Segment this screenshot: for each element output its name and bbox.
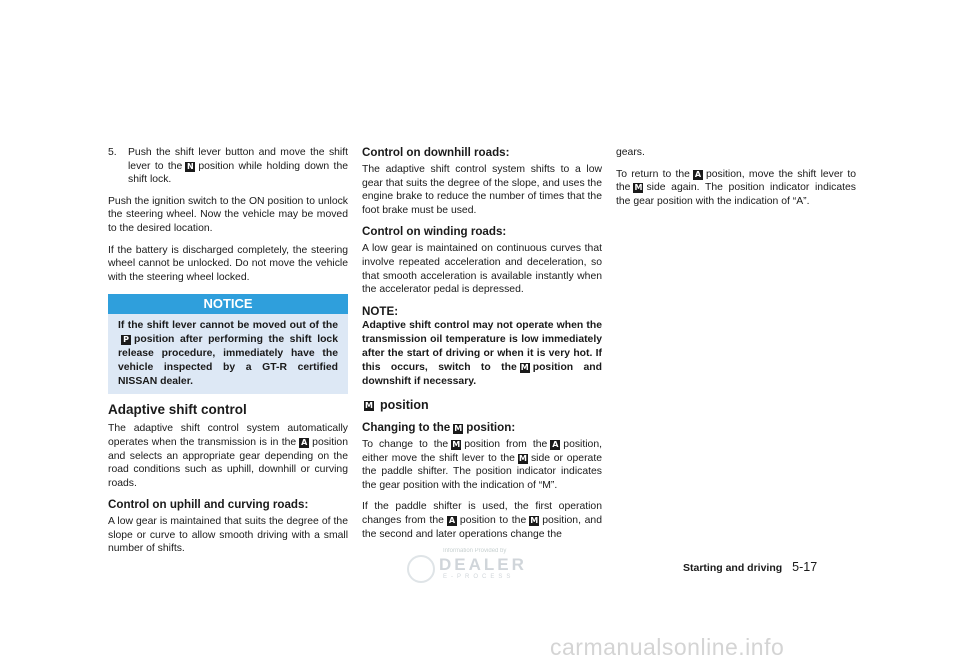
dealer-logo-icon <box>407 555 435 583</box>
step-number: 5. <box>108 147 117 158</box>
gear-key-a: A <box>448 515 456 525</box>
winding-heading: Control on winding roads: <box>362 225 507 239</box>
paddle-text: If the paddle shifter is used, the first operation changes from the A position to the M position, and the second and later operations change the <box>362 501 602 540</box>
column-1 <box>108 146 348 564</box>
gear-key-m: M <box>452 439 461 449</box>
notice-title: NOTICE <box>108 294 348 314</box>
column-2 <box>362 146 602 549</box>
step-text: Push the shift lever button and move the shift lever to the N position while holding down the shift lock. <box>128 147 348 186</box>
note-heading: NOTE: <box>362 304 399 318</box>
page-footer <box>683 560 817 574</box>
gears-continuation: gears. <box>616 147 645 158</box>
return-text: To return to the A position, move the shift lever to the M side again. The position indicator indicates the gear position with the indication of “A”. <box>616 168 856 207</box>
gear-key-m: M <box>634 183 643 193</box>
dealer-watermark <box>405 548 545 588</box>
gear-key-a: A <box>694 169 702 179</box>
unlock-paragraph: Push the ignition switch to the ON position to unlock the steering wheel. Now the vehicle may be moved to the desired location. <box>108 195 348 234</box>
adaptive-shift-heading: Adaptive shift control <box>108 402 247 418</box>
notice-box <box>108 294 348 394</box>
battery-paragraph: If the battery is discharged completely, the steering wheel cannot be unlocked. Do not move the vehicle with the steering wheel locked. <box>108 244 348 283</box>
winding-text: A low gear is maintained on continuous curves that involve repeated acceleration and deceleration, so that smooth acceleration is available instantly when the accelerator pedal is depressed. <box>362 243 602 296</box>
gear-key-m: M <box>365 401 373 411</box>
gear-key-m: M <box>530 515 539 525</box>
downhill-heading: Control on downhill roads: <box>362 146 510 159</box>
gear-key-p: P <box>121 335 131 345</box>
changing-text: To change to the M position from the A position, either move the shift lever to the M side or operate the paddle shifter. The position indicator indicates the gear position with the indication of “M”. <box>362 438 602 491</box>
note-text: Adaptive shift control may not operate when the transmission oil temperature is low immediately after the start of driving or when it is very hot. If this occurs, switch to the M position and downshift if necessary. <box>362 320 602 388</box>
gear-key-n: N <box>186 161 194 171</box>
site-url: carmanualsonline.info <box>550 634 785 660</box>
changing-heading: Changing to the M position: <box>362 420 516 434</box>
watermark-provided: Information Provided by <box>443 548 507 554</box>
gear-key-m: M <box>454 423 463 433</box>
m-position-heading: M position <box>365 398 429 413</box>
notice-text: If the shift lever cannot be moved out of theP position after performing the shift lock release procedure, immediately have the vehicle inspected by a GT-R certified NISSAN dealer. <box>118 320 338 387</box>
gear-key-m: M <box>518 453 527 463</box>
page-number: 5-17 <box>792 560 818 574</box>
section-title: Starting and driving <box>683 562 783 574</box>
step-5 <box>108 146 348 187</box>
gear-key-a: A <box>301 437 308 447</box>
downhill-text: The adaptive shift control system shifts to a low gear that suits the degree of the slope, and uses the engine brake to reduce the number of times that the foot brake must be used. <box>362 164 602 216</box>
uphill-text: A low gear is maintained that suits the degree of the slope or curve to allow smooth driving with a small number of shifts. <box>108 516 348 555</box>
adaptive-shift-text: The adaptive shift control system automatically operates when the transmission is in the A position and selects an appropriate gear depending on the road conditions such as uphill, downhill or curving roads. <box>108 423 348 489</box>
watermark-sub: E-PROCESS <box>443 574 515 580</box>
watermark-brand: DEALER <box>439 555 527 574</box>
column-3 <box>616 146 856 216</box>
gear-key-a: A <box>552 439 559 449</box>
uphill-heading: Control on uphill and curving roads: <box>108 498 309 512</box>
gear-key-m: M <box>520 363 529 373</box>
